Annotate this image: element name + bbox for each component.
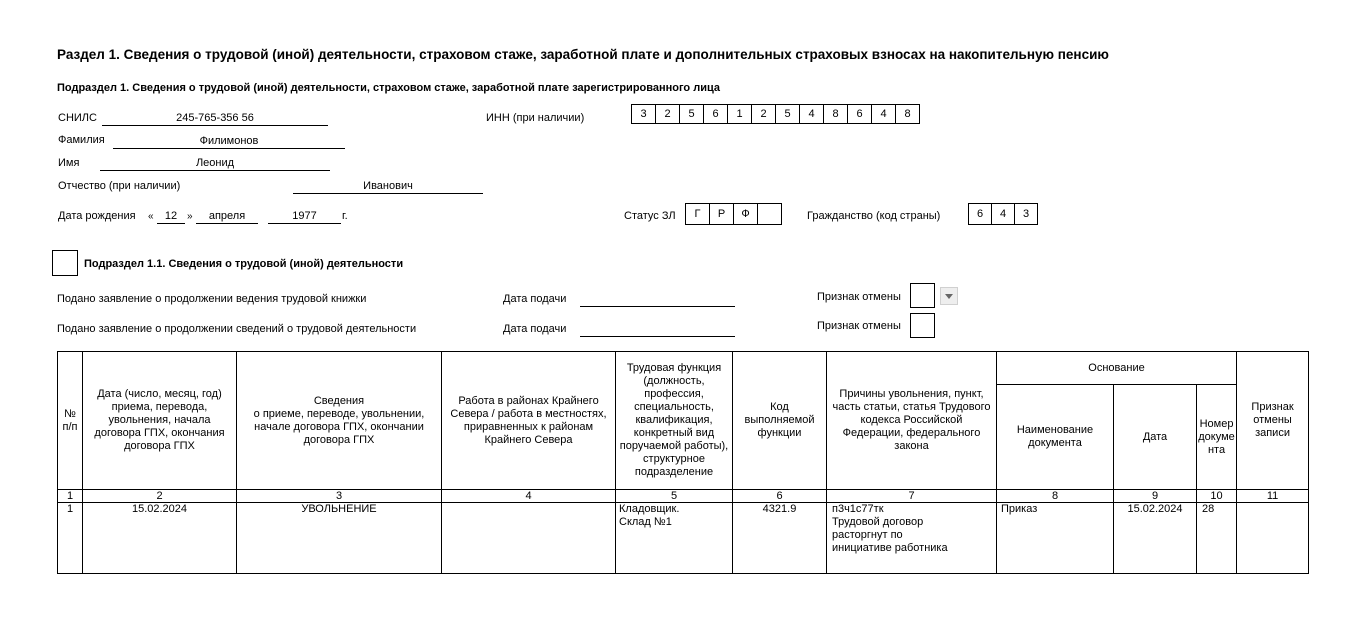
- cell-date: 15.02.2024: [83, 503, 237, 574]
- inn-field[interactable]: [631, 104, 920, 124]
- status-label: Статус ЗЛ: [624, 210, 676, 222]
- inn-digit: 3: [632, 105, 656, 123]
- workbook-statement-label: Подано заявление о продолжении ведения трудовой книжки: [57, 293, 367, 305]
- cell-function: [616, 503, 733, 574]
- birth-open-quote: «: [148, 211, 154, 222]
- inn-digit: 2: [752, 105, 776, 123]
- birth-date-label: Дата рождения: [58, 210, 136, 222]
- name-label: Имя: [58, 157, 80, 169]
- birth-month-field[interactable]: апреля: [196, 209, 258, 224]
- cancel-label-1: Признак отмены: [817, 291, 901, 303]
- submit-date-field-1[interactable]: [580, 292, 735, 307]
- inn-digit: 8: [824, 105, 848, 123]
- function-department: Склад №1: [619, 516, 672, 528]
- status-cell: [758, 204, 781, 224]
- inn-digit: 8: [904, 108, 911, 120]
- table-row[interactable]: [58, 503, 1309, 574]
- submit-date-label-2: Дата подачи: [503, 323, 567, 335]
- inn-digit: 5: [680, 105, 704, 123]
- reason-text: Трудовой договор расторгнут по инициативе работника: [832, 516, 948, 554]
- surname-label: Фамилия: [58, 134, 105, 146]
- header-basis: Основание: [997, 352, 1237, 385]
- patronymic-field[interactable]: Иванович: [293, 179, 483, 194]
- header-event: [237, 352, 442, 490]
- birth-close-quote: »: [187, 211, 193, 222]
- header-reason: Причины увольнения, пункт, часть статьи, статья Трудового кодекса Российской Федерации, федерального закона: [827, 352, 997, 490]
- column-number: 10: [1197, 490, 1237, 503]
- reason-code: п3ч1с77тк: [832, 503, 884, 515]
- inn-digit: 1: [728, 105, 752, 123]
- submit-date-label-1: Дата подачи: [503, 293, 567, 305]
- header-north: Работа в районах Крайнего Севера / работа в местностях, приравненных к районам Крайнего Севера: [442, 352, 616, 490]
- column-number: 11: [1237, 490, 1309, 503]
- birth-year-field[interactable]: 1977: [268, 209, 341, 224]
- cell-number: 1: [58, 503, 83, 574]
- header-code: Код выполняемой функции: [733, 352, 827, 490]
- cell-doc-date: 15.02.2024: [1114, 503, 1197, 574]
- cell-reason: [827, 503, 997, 574]
- header-doc-name: Наименование документа: [997, 385, 1114, 490]
- column-number: 1: [58, 490, 83, 503]
- cancel-field-1[interactable]: [910, 283, 935, 308]
- column-number: 4: [442, 490, 616, 503]
- surname-field[interactable]: Филимонов: [113, 134, 345, 149]
- header-function: Трудовая функция (должность, профессия, специальность, квалификация, конкретный вид поручаемой работы), структурное подразделение: [616, 352, 733, 490]
- column-number: 2: [83, 490, 237, 503]
- name-field[interactable]: Леонид: [100, 156, 330, 171]
- column-number: 3: [237, 490, 442, 503]
- submit-date-field-2[interactable]: [580, 322, 735, 337]
- status-cell: Р: [710, 204, 734, 224]
- citizenship-cell: 4: [992, 204, 1015, 224]
- subsection-checkbox[interactable]: [52, 250, 78, 276]
- snils-field[interactable]: 245-765-356 56: [102, 111, 328, 126]
- column-number: 8: [997, 490, 1114, 503]
- cell-north: [442, 503, 616, 574]
- section-title: Раздел 1. Сведения о трудовой (иной) деятельности, страховом стаже, заработной плате и дополнительных страховых взносах на накопительную пенсию: [57, 47, 1109, 62]
- column-numbers-row: [58, 490, 1309, 503]
- status-cell: Г: [686, 204, 710, 224]
- citizenship-cell: 3: [1022, 208, 1030, 220]
- cell-doc-number: 28: [1197, 503, 1237, 574]
- status-cell: Ф: [734, 204, 758, 224]
- column-number: 7: [827, 490, 997, 503]
- header-number: № п/п: [58, 352, 83, 490]
- cell-code: 4321.9: [733, 503, 827, 574]
- header-date: Дата (число, месяц, год) приема, перевода, увольнения, начала договора ГПХ, окончания договора ГПХ: [83, 352, 237, 490]
- inn-digit: 4: [872, 105, 896, 123]
- snils-label: СНИЛС: [58, 112, 97, 124]
- column-number: 5: [616, 490, 733, 503]
- cell-event: УВОЛЬНЕНИЕ: [237, 503, 442, 574]
- activity-statement-label: Подано заявление о продолжении сведений о трудовой деятельности: [57, 323, 417, 335]
- patronymic-label: Отчество (при наличии): [58, 180, 181, 192]
- citizenship-label: Гражданство (код страны): [807, 210, 941, 222]
- subsection-title: Подраздел 1. Сведения о трудовой (иной) деятельности, страховом стаже, заработной плате зарегистрированного лица: [57, 82, 720, 94]
- citizenship-field[interactable]: [968, 203, 1038, 225]
- header-doc-date: Дата: [1114, 385, 1197, 490]
- header-doc-number: Номер докуме нта: [1197, 385, 1237, 490]
- inn-label: ИНН (при наличии): [486, 112, 585, 124]
- subsection11-title: Подраздел 1.1. Сведения о трудовой (иной) деятельности: [84, 258, 404, 270]
- birth-year-suffix: г.: [342, 210, 348, 222]
- cancel-field-2[interactable]: [910, 313, 935, 338]
- cell-doc-name: Приказ: [997, 503, 1114, 574]
- column-number: 6: [733, 490, 827, 503]
- header-event-desc: о приеме, переводе, увольнении, начале договора ГПХ, окончании договора ГПХ: [253, 407, 425, 446]
- function-position: Кладовщик.: [619, 503, 680, 515]
- cancel-label-2: Признак отмены: [817, 320, 901, 332]
- header-event-title: Сведения: [313, 394, 365, 407]
- inn-digit: 6: [848, 105, 872, 123]
- cell-cancel: [1237, 503, 1309, 574]
- header-cancel: Признак отмены записи: [1237, 352, 1309, 490]
- employment-records-table: [57, 351, 1309, 574]
- column-number: 9: [1114, 490, 1197, 503]
- birth-day-field[interactable]: 12: [157, 209, 185, 224]
- inn-digit: 4: [800, 105, 824, 123]
- dropdown-arrow-icon[interactable]: [940, 287, 958, 305]
- inn-digit: 6: [704, 105, 728, 123]
- status-field[interactable]: [685, 203, 782, 225]
- citizenship-cell: 6: [969, 204, 992, 224]
- inn-digit: 2: [656, 105, 680, 123]
- inn-digit: 5: [776, 105, 800, 123]
